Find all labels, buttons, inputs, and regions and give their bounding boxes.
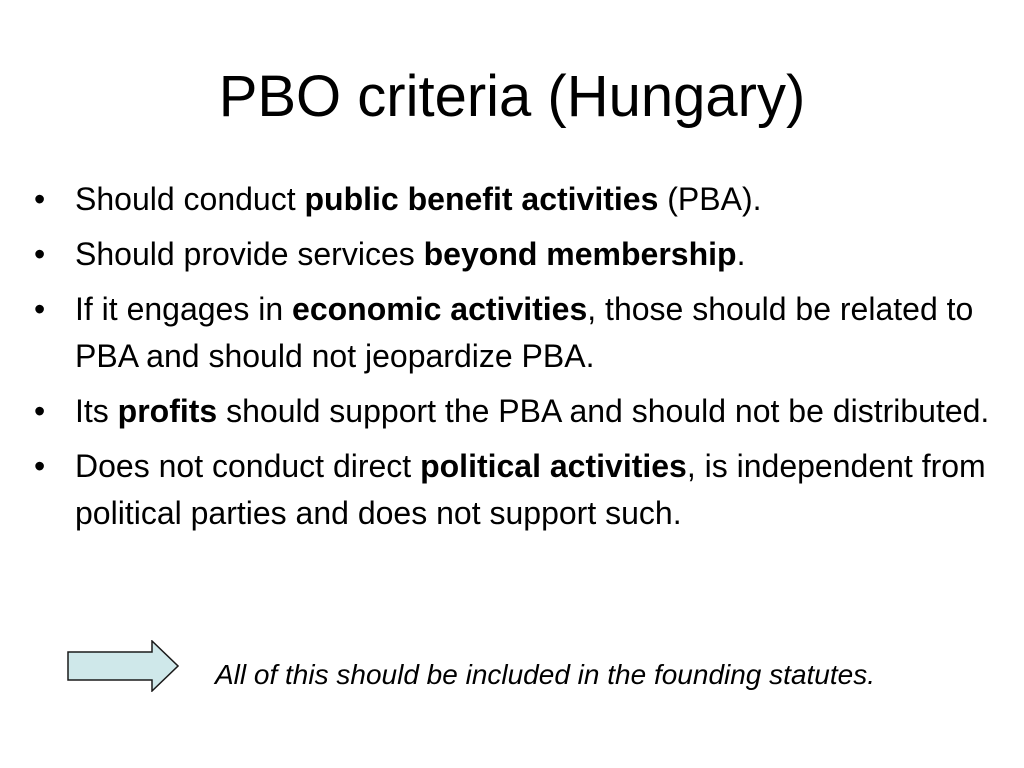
bullet-item [34,286,994,380]
bullet-emphasis: public benefit activities [304,181,659,217]
bullet-text: If it engages in [75,291,293,327]
bullet-list [34,176,994,545]
bullet-text: Does not conduct direct [75,448,421,484]
bullet-text: , those should be related to PBA and should not jeopardize PBA. [75,291,974,374]
slide-title: PBO criteria (Hungary) [218,64,806,129]
bullet-text: (PBA). [658,181,762,217]
bullet-emphasis: profits [117,393,218,429]
bullet-text: should support the PBA and should not be distributed. [217,393,990,429]
bullet-emphasis: beyond membership [423,236,737,272]
bullet-marker: • [34,393,46,429]
bullet-text: , is independent from political parties and does not support such. [75,448,986,531]
bullet-item [34,443,994,537]
bullet-item [34,176,994,223]
bullet-marker: • [34,181,46,217]
bullet-marker: • [34,291,46,327]
footnote: All of this should be included in the founding statutes. [215,659,875,690]
bullet-item [34,388,994,435]
bullet-text: Its [75,393,118,429]
bullet-text: . [736,236,746,272]
bullet-emphasis: economic activities [292,291,588,327]
bullet-emphasis: political activities [420,448,687,484]
right-arrow-icon [67,640,179,692]
bullet-item [34,231,994,278]
bullet-text: Should conduct [75,181,305,217]
bullet-marker: • [34,236,46,272]
bullet-text: Should provide services [75,236,424,272]
right-arrow-shape [68,641,178,691]
bullet-marker: • [34,448,46,484]
